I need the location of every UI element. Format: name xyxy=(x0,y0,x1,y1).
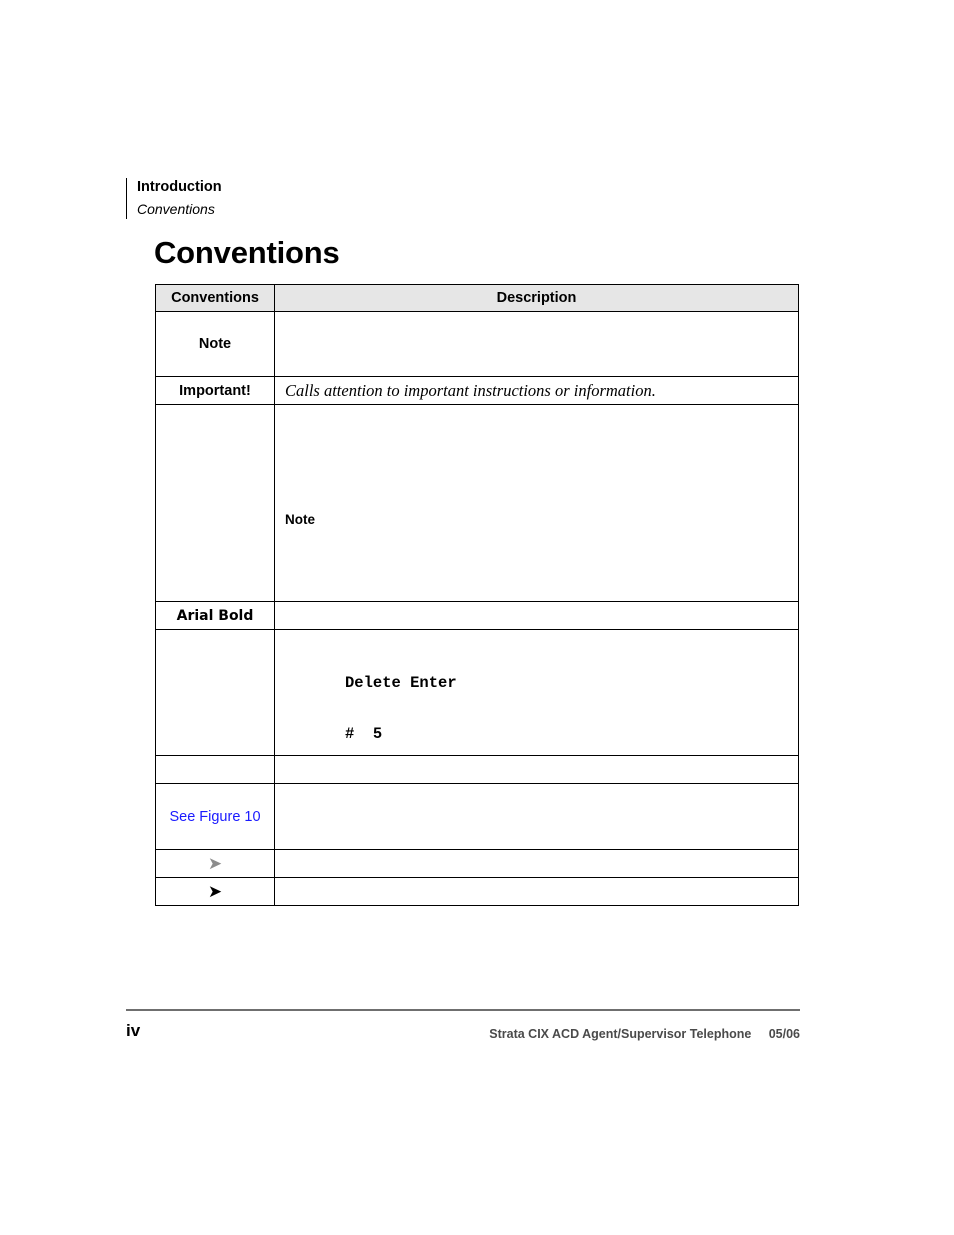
gray-arrow-icon: ➤ xyxy=(207,853,223,873)
section-title: Conventions xyxy=(137,201,215,217)
conventions-table xyxy=(155,284,799,906)
description-cell xyxy=(275,602,799,630)
convention-cell: Important! xyxy=(156,377,275,405)
table-header-row xyxy=(156,285,799,312)
footer-rule xyxy=(126,1009,800,1011)
table-row xyxy=(156,377,799,405)
convention-cell xyxy=(156,630,275,756)
column-header-description: Description xyxy=(275,285,799,312)
see-figure-link[interactable]: See Figure 10 xyxy=(169,808,261,825)
convention-cell: Note xyxy=(156,312,275,377)
footer-document-title: Strata CIX ACD Agent/Supervisor Telephone 05/06 xyxy=(489,1027,800,1041)
black-arrow-icon: ➤ xyxy=(207,881,223,901)
description-cell xyxy=(275,784,799,850)
table-row xyxy=(156,312,799,377)
convention-cell xyxy=(156,756,275,784)
table-row xyxy=(156,405,799,602)
table-row xyxy=(156,878,799,906)
running-header xyxy=(126,178,222,219)
description-text: Calls attention to important instructions or information. xyxy=(285,380,656,400)
page-number: iv xyxy=(126,1021,141,1040)
arial-bold-sample: Arial Bold xyxy=(176,607,254,624)
convention-cell xyxy=(156,405,275,602)
description-cell xyxy=(275,312,799,377)
table-row xyxy=(156,850,799,878)
description-cell xyxy=(275,850,799,878)
column-header-conventions: Conventions xyxy=(156,285,275,312)
description-cell xyxy=(275,405,799,602)
convention-cell xyxy=(156,784,275,850)
chapter-title: Introduction xyxy=(137,179,222,195)
table-row xyxy=(156,602,799,630)
key-sample-delete-enter: Delete Enter xyxy=(345,673,457,692)
description-cell xyxy=(275,377,799,405)
table-row xyxy=(156,756,799,784)
inline-note-label: Note xyxy=(285,511,315,527)
convention-cell xyxy=(156,602,275,630)
page-title: Conventions xyxy=(154,235,340,270)
description-cell xyxy=(275,878,799,906)
table-row xyxy=(156,784,799,850)
description-cell xyxy=(275,756,799,784)
description-cell xyxy=(275,630,799,756)
convention-cell xyxy=(156,878,275,906)
convention-cell xyxy=(156,850,275,878)
key-sample-hash-five: # 5 xyxy=(345,724,383,743)
table-row xyxy=(156,630,799,756)
